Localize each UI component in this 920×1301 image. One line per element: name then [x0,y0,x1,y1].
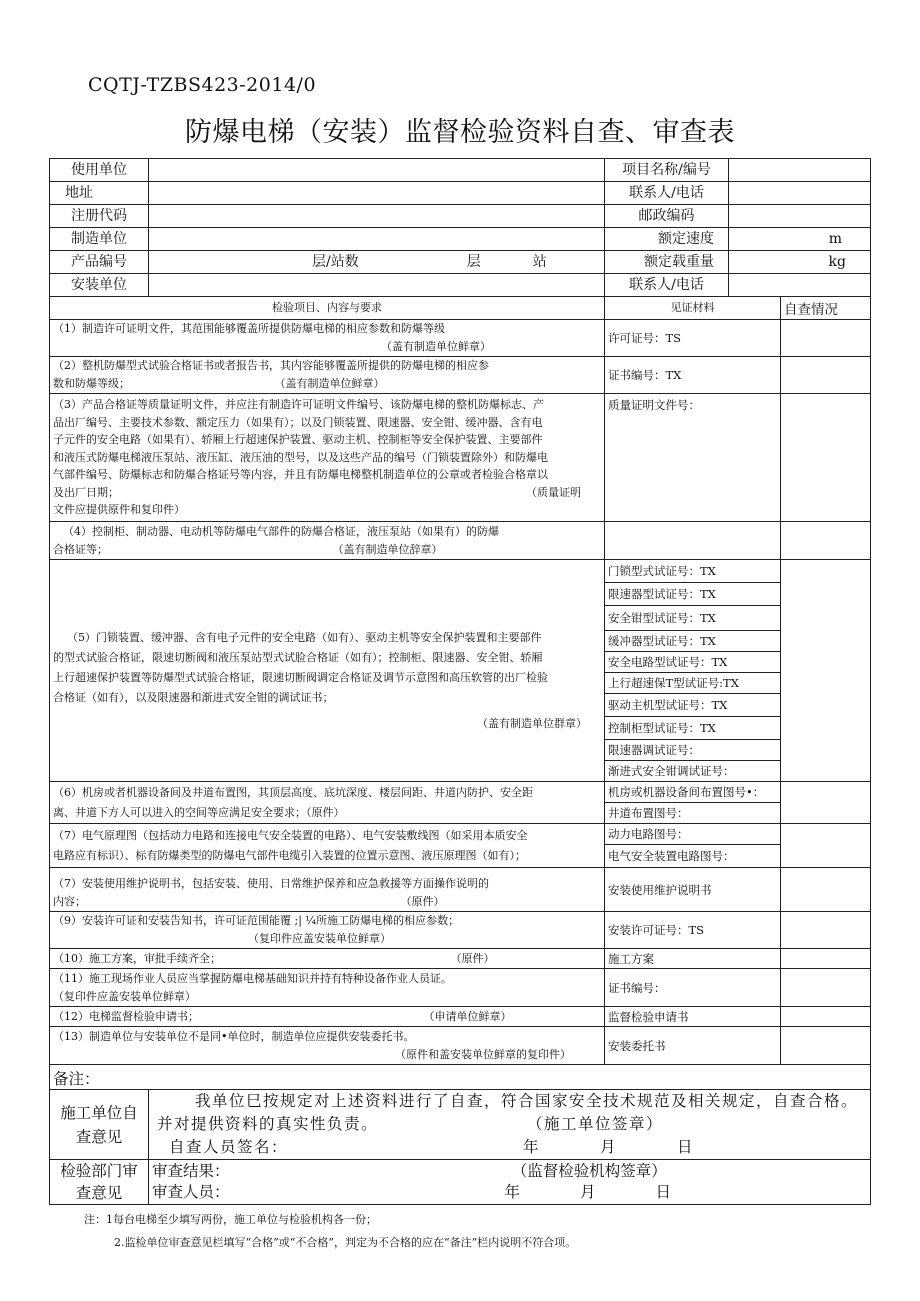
evidence-5-8[interactable]: 限速器调试证号： [605,740,781,761]
installer-label: 安装单位 [50,274,149,297]
check-8[interactable] [781,868,871,912]
check-5[interactable] [781,560,871,782]
product-no-label: 产品编号 [50,251,149,274]
evidence-5-2[interactable]: 安全钳型试证号：TX [605,606,781,631]
speed-field[interactable] [729,228,871,251]
item-6: （6）机房或者机器设备间及井道布置图，其顶层高度、底坑深度、楼层间距、井道内防护、安全距 离、井道下方人可以进入的空间等应满足安全要求；（原件） [50,782,605,824]
evidence-4[interactable] [605,522,781,560]
load-unit: kg [828,254,846,270]
evidence-6-2[interactable]: 井道布置图号： [605,803,781,824]
self-check-signer: 自查人员签名： [169,1138,289,1156]
speed-unit: m [828,231,842,247]
evidence-8[interactable]: 安装使用维护说明书 [605,868,781,912]
floor-unit: 层 [466,254,481,270]
check-6[interactable] [781,782,871,824]
self-check-label: 施工单位自查意见 [50,1090,149,1160]
check-1[interactable] [781,320,871,357]
postcode-label: 邮政编码 [605,205,729,228]
col-check-header: 自查情况 [781,297,871,320]
item-2: （2）整机防爆型式试验合格证书或者报告书，其内容能够覆盖所提供的防爆电梯的相应参 数和防爆等级； （盖有制造单位鲜章） [50,357,605,394]
reviewer: 审查人员： [152,1183,230,1201]
note-1: 注：1每台电梯至少填写两份，施工单位与检验机构各一份； [84,1213,377,1226]
col-items-header: 检验项目、内容与要求 [50,297,605,320]
document-code: CQTJ-TZBS423-2014/0 [88,74,317,96]
evidence-5-3[interactable]: 缓冲器型试证号：TX [605,631,781,652]
evidence-5-4[interactable]: 安全电路型试证号：TX [605,652,781,673]
check-7[interactable] [781,824,871,868]
evidence-5-0[interactable]: 门锁型式试证号：TX [605,560,781,583]
project-field[interactable] [729,159,871,182]
self-check-field[interactable]: 我单位巳按规定对上述资料进行了自查，符合国家安全技术规范及相关规定，自查合格。并对提供资料的真实性负责。 （施工单位签章） 自查人员签名： 年 月 日 [149,1090,871,1160]
check-4[interactable] [781,522,871,560]
evidence-7-1[interactable]: 动力电路图号： [605,824,781,845]
item-13: （13）制造单位与安装单位不是同•单位时，制造单位应提供安装委托书。 （原件和盖安装单位鲜章的复印件） [50,1027,605,1065]
contact-field[interactable] [729,182,871,205]
reg-code-label: 注册代码 [50,205,149,228]
installer-field[interactable] [149,274,605,297]
load-label: 额定载重量 [605,251,729,274]
floors-field[interactable] [149,251,605,274]
check-2[interactable] [781,357,871,394]
self-check-statement: 我单位巳按规定对上述资料进行了自查，符合国家安全技术规范及相关规定，自查合格。并对提供资料的真实性负责。 [157,1092,859,1133]
evidence-10[interactable]: 施工方案 [605,949,781,969]
check-12[interactable] [781,1007,871,1027]
remarks[interactable]: 备注： [50,1065,871,1090]
item-10: （10）施工方案，审批手续齐全； （原件） [50,949,605,969]
use-unit-field[interactable] [149,159,605,182]
evidence-3[interactable]: 质量证明文件号： [605,394,781,522]
review-label: 检验部门审查意见 [50,1160,149,1205]
project-label: 项目名称/编号 [605,159,729,182]
floors-label: 层/站数 [312,254,359,270]
review-seal: （监督检验机构签章） [519,1162,667,1180]
col-evidence-header: 见证材料 [605,297,781,320]
use-unit-label: 使用单位 [50,159,149,182]
check-10[interactable] [781,949,871,969]
address-field[interactable] [149,182,605,205]
evidence-5-6[interactable]: 驱动主机型试证号：TX [605,694,781,717]
evidence-12[interactable]: 监督检验申请书 [605,1007,781,1027]
check-9[interactable] [781,912,871,949]
evidence-5-9[interactable]: 渐进式安全钳调试证号： [605,761,781,782]
check-3[interactable] [781,394,871,522]
evidence-11[interactable]: 证书编号： [605,969,781,1007]
item-5: （5）门锁装置、缓冲器、含有电子元件的安全电路（如有）、驱动主机等安全保护装置和主要部件 的型式试验合格证，限速切断阀和液压泵站型式试脸合格证（如有）；控制柜、限速器、安全钳、轿厢 上行超速保护装置等防爆型式试验合格证，限速切断阀调定合格证及调节示意图和高压软管的出厂检验 合格证（如有），以及限速器和渐进式安全钳的调试证书； （盖有制造单位群章） [50,560,605,782]
item-11: （11）施工现场作业人员应当掌握防爆电梯基础知识并持有特种设备作业人员证。 （复印件应盖安装单位鲜章） [50,969,605,1007]
inspection-table [49,158,871,1205]
evidence-2[interactable]: 证书编号：TX [605,357,781,394]
item-7: （7）电气原理图（包括动力电路和连接电气安全装置的电路）、电气安装敷线图（如采用本质安全 电路应有标识）、标有防爆类型的防爆电气部件电缆引入装置的位置示意图、液压原理图（如有）； [50,824,605,868]
contact2-label: 联系人/电话 [605,274,729,297]
maker-label: 制造单位 [50,228,149,251]
load-field[interactable] [729,251,871,274]
evidence-9[interactable]: 安装许可证号：TS [605,912,781,949]
evidence-1[interactable]: 许可证号：TS [605,320,781,357]
item-9: （9）安装许可证和安装告知书，许可证范围能覆 ;| ¼所施工防爆电梯的相应参数； （复印件应盖安装单位鲜章） [50,912,605,949]
postcode-field[interactable] [729,205,871,228]
address-label: 地址 [50,182,149,205]
review-result: 审查结果： [152,1162,230,1180]
maker-field[interactable] [149,228,605,251]
contact-label: 联系人/电话 [605,182,729,205]
page-title: 防爆电梯（安装）监督检验资料自查、审查表 [185,117,735,148]
station-unit: 站 [532,254,547,270]
evidence-5-5[interactable]: 上行超速保T型试证号:TX [605,673,781,694]
check-11[interactable] [781,969,871,1007]
self-check-seal: （施工单位签章） [527,1115,664,1133]
contact2-field[interactable] [729,274,871,297]
speed-label: 额定速度 [605,228,729,251]
check-13[interactable] [781,1027,871,1065]
note-2: 2.监检单位审查意见栏填写“合格”或“不合格”，判定为不合格的应在“备注”栏内说明不符合项。 [114,1236,577,1249]
item-12: （12）电梯监督检验申请书； （申请单位鲜章） [50,1007,605,1027]
reg-code-field[interactable] [149,205,605,228]
review-field[interactable]: 审查结果： （监督检验机构签章） 审查人员： 年 月 日 [149,1160,871,1205]
evidence-6-1[interactable]: 机房或机器设备间布置图号•： [605,782,781,803]
item-8: （7）安装使用维护说明书，包括安装、使用、日常维护保养和应急救援等方面操作说明的 内容； （原件） [50,868,605,912]
item-4: （4）控制柜、制动器、电动机等防爆电气部件的防爆合格证，液压泵站（如果有）的防爆 合格证等； （盖有制造单位辞章） [50,522,605,560]
evidence-7-2[interactable]: 电气安全装置电路图号： [605,845,781,868]
evidence-5-7[interactable]: 控制柜型试证号：TX [605,717,781,740]
evidence-5-1[interactable]: 限速器型试证号：TX [605,583,781,606]
evidence-13[interactable]: 安装委托书 [605,1027,781,1065]
item-3: （3）产品合格证等质量证明文件，并应注有制造许可证明文件编号、该防爆电梯的整机防爆标志、产 品出厂编号、主要技术参数、额定压力（如果有）；以及门锁装置、限速器、安全钳、缓冲器、含有电 子元件的安全电路（如果有）、轿厢上行超速保护装置、驱动主机、控制柜等安全保护装置、主要部件 和液压式防爆电梯液压泵站、液压缸、液压油的型号，以及这些产品的编号（门锁装置除外）和防爆电 气部件编号、防爆标志和防爆合格证号等内容，并且有防爆电梯整机制造单位的公章或者检验合格章以 及出厂日期； （质量证明 文件应提供原件和复印件） [50,394,605,522]
item-1: （1）制造许可证明文件，其范围能够覆盖所提供防爆电梯的相应参数和防爆等级 （盖有制造单位鲜章） [50,320,605,357]
